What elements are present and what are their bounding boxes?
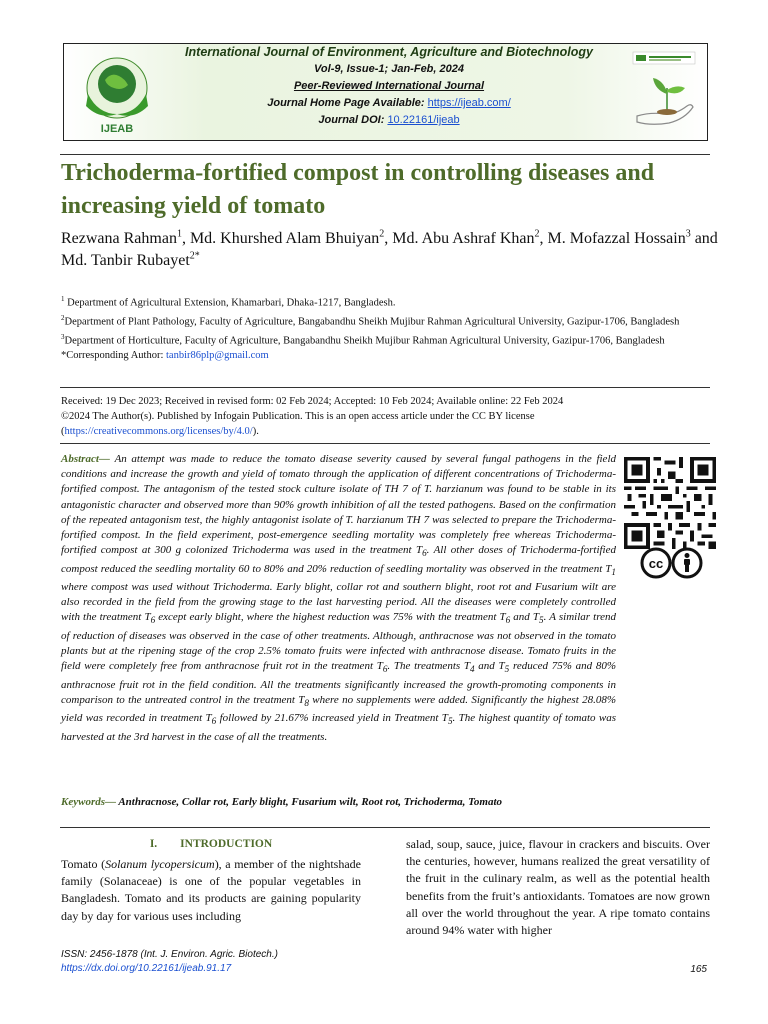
journal-title: International Journal of Environment, Agriculture and Biotechnology (185, 45, 593, 59)
author: M. Mofazzal Hossain$^3$ and (547, 228, 718, 247)
keywords: Keywords— Anthracnose, Collar rot, Early blight, Fusarium wilt, Root rot, Trichoderma, Tomato (61, 796, 502, 808)
homepage-link[interactable]: https://ijeab.com/ (427, 97, 511, 109)
journal-logo-icon (72, 48, 162, 136)
svg-text:IJEAB: IJEAB (100, 123, 134, 135)
paper-title: Trichoderma-fortified compost in controlling diseases and increasing yield of tomato (61, 160, 655, 219)
peer-reviewed-label: Peer-Reviewed International Journal (293, 80, 485, 92)
svg-text:cc: cc (648, 556, 664, 571)
homepage-line: Journal Home Page Available: https://ijeab.com/ (267, 97, 511, 109)
page-number: 165 (690, 964, 707, 975)
abstract: Abstract— An attempt was made to reduce the tomato disease severity caused by several fungal pathogens in the field conditions and increase the growth and yield of tomato through the application of different concentrations of Trichoderma-fortified compost. The antagonism of the tested stock culture isolate of TH 7 of T. harzianum was found to be stable in its antagonistic character and observed more than 90% growth inhibition of all the tested pathogens. Based on the confirmation of the repeated antagonism test, the highly antagonist isolate of T. harzianum TH 7 was selected to prepare the Trichoderma-fortified compost. In the field experiment, post-emergence seedling mortality was completely free whereas Trichoderma-fortified compost at 300 g colonized Trichoderma was used in the treatment $T_6$. All other doses of Trichoderma-fortified compost reduced the seedling mortality 60 to 80% and 20% reduction of seedling mortality was observed in the treatment $T_1$ where compost was used without Trichoderma. Early blight, collar rot and southern blight, root rot and Fusarium wilt are also recorded in the field from the growing stage to the last harvesting period. All the diseases were completely controlled with the treatment $T_6$ except early blight, where the highest reduction was 75% with the treatment $T_6$ and $T_5$. A similar trend of reduction of diseases was observed in the case of other treatments. Although, anthracnose was not observed in the tomato plants but at the ripening stage of the crop 2.5% tomato fruits were infected with anthracnose disease. Tomato fruits in the field were completely free from anthracnose fruit rot in the treatment $T_6$. The treatments $T_4$ and $T_5$ reduced 75% and 80% anthracnose fruit rot in the field condition. All the treatments significantly increased the growth-promoting components in comparison to the untreated control in the treatment $T_8$ where no supplements were added. Significantly the highest 28.08% yield was recorded in treatment $T_6$ followed by 21.67% increased yield in Treatment $T_5$. The highest quantity of tomato was harvested at the 3rd harvest in the case of all the treatments. (61, 453, 617, 743)
abstract-label: Abstract (61, 453, 99, 465)
divider (60, 387, 710, 388)
intro-paragraph: Tomato (Solanum lycopersicum), a member of the nightshade family (Solanaceae) is one of the popular vegetables in Bangladesh. Tomato and its products are gaining popularity day by day for various uses including (61, 857, 361, 923)
qr-code-icon[interactable] (624, 457, 716, 549)
keywords-text: Anthracnose, Collar rot, Early blight, Fusarium wilt, Root rot, Trichoderma, Tomato (118, 796, 502, 808)
page-footer (61, 948, 711, 976)
intro-paragraph-continued: salad, soup, sauce, juice, flavour in crackers and biscuits. Over the centuries, however, humans realized the great versatility of the fruit in the culinary realm, as well as the potential health benefits from the fruit’s antioxidants. Tomatoes are now grown all over the world throughout the year. A ripe tomato contains around 94% water with higher (406, 837, 710, 938)
intro-column-left (61, 836, 361, 925)
issn-line: ISSN: 2456-1878 (Int. J. Environ. Agric. Biotech.) (61, 949, 278, 960)
author: Md. Abu Ashraf Khan$^2$, (392, 228, 548, 247)
affiliations (61, 292, 721, 364)
author: Md. Tanbir Rubayet$^{2*}$ (61, 250, 200, 269)
section-heading-introduction: I. INTRODUCTION (149, 838, 273, 850)
corresponding-author: *Corresponding Author: tanbir86plp@gmail.com (61, 350, 269, 361)
hand-seedling-icon (631, 50, 697, 134)
affiliation: $^1$ Department of Agricultural Extension, Khamarbari, Dhaka-1217, Bangladesh. (61, 295, 396, 309)
keywords-label: Keywords (61, 796, 105, 808)
author: Rezwana Rahman$^1$, (61, 228, 190, 247)
affiliation: $^2$Department of Plant Pathology, Faculty of Agriculture, Bangabandhu Sheikh Mujibur Rahman Agricultural University, Gazipur-1706, Bangladesh (61, 314, 680, 328)
dates-line: Received: 19 Dec 2023; Received in revised form: 02 Feb 2024; Accepted: 10 Feb 2024; Available online: 22 Feb 2024 (61, 396, 564, 407)
publication-dates (61, 394, 721, 439)
journal-header (63, 43, 708, 141)
divider (60, 443, 710, 444)
article-doi-link[interactable]: https://dx.doi.org/10.22161/ijeab.91.17 (61, 963, 232, 974)
license-link[interactable]: https://creativecommons.org/licenses/by/4.0/ (64, 426, 253, 437)
intro-column-right (406, 836, 710, 939)
divider (60, 827, 710, 828)
author-list (61, 228, 721, 272)
journal-doi-link[interactable]: 10.22161/ijeab (387, 114, 460, 126)
author: Md. Khurshed Alam Bhuiyan$^2$, (189, 228, 393, 247)
corresponding-email-link[interactable]: tanbir86plp@gmail.com (166, 350, 269, 361)
cc-by-license-icon[interactable] (640, 546, 704, 580)
license-line: ©2024 The Author(s). Published by Infogain Publication. This is an open access article under the CC BY license (https://creativecommons.org/licenses/by/4.0/). (61, 411, 535, 437)
divider (60, 154, 710, 155)
affiliation: $^3$Department of Horticulture, Faculty of Agriculture, Bangabandhu Sheikh Mujibur Rahman Agricultural University, Gazipur-1706, Bangladesh (61, 333, 665, 347)
journal-volume: Vol-9, Issue-1; Jan-Feb, 2024 (314, 63, 464, 75)
doi-line: Journal DOI: 10.22161/ijeab (318, 114, 460, 126)
